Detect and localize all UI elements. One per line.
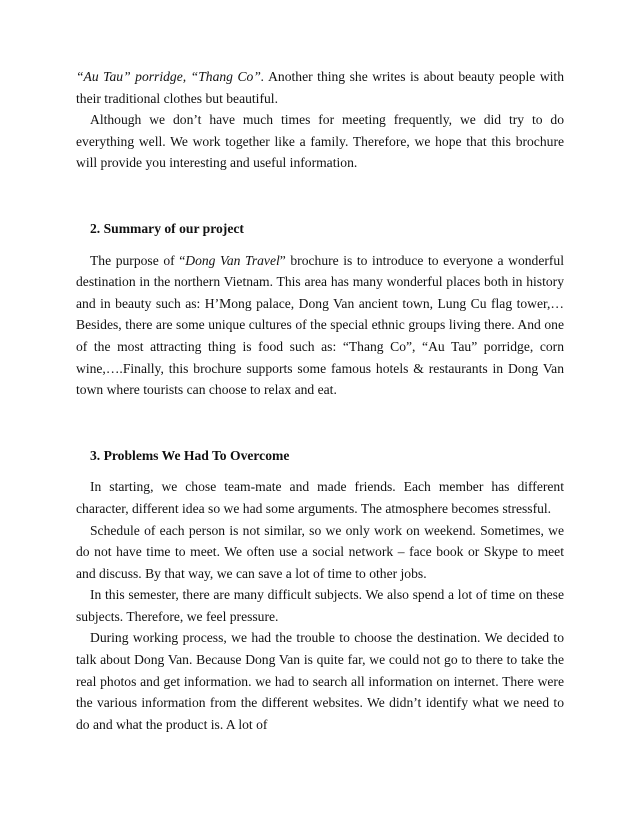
document-page xyxy=(76,66,564,735)
section-3-paragraph-1: In starting, we chose team-mate and made friends. Each member has different character, different idea so we had some arguments. The atmosphere becomes stressful. xyxy=(76,479,564,516)
section-spacer xyxy=(76,401,564,445)
brochure-title-italic: Dong Van Travel xyxy=(185,252,280,268)
intro-paragraph-1-text: Another thing she writes is about beauty people with their traditional clothes but beautiful. xyxy=(76,69,565,106)
heading-spacer xyxy=(76,466,564,476)
section-3-heading: 3. Problems We Had To Overcome xyxy=(90,447,290,463)
intro-italic-foods: “Au Tau” porridge, “Thang Co”. xyxy=(76,69,265,84)
section-spacer xyxy=(76,174,564,218)
section-2-text-b: ” brochure is to introduce to everyone a wonderful destination in the northern Vietnam. This area has many wonderful places both in history and in beauty such as: H’Mong palace, Dong Van ancient town, Lung Cu flag tower,…Besides, there are some unique cultures of the special ethnic groups living there. And one of the most attracting thing is food such as: “Thang Co”, “Au Tau” porridge, corn wine,….Finally, this brochure supports some famous hotels & restaurants in Dong Van town where tourists can choose to relax and eat. xyxy=(76,252,564,398)
section-3-paragraph-3: In this semester, there are many difficult subjects. We also spend a lot of time on these subjects. Therefore, we feel pressure. xyxy=(76,587,564,624)
section-3-paragraph-4: During working process, we had the trouble to choose the destination. We decided to talk about Dong Van. Because Dong Van is quite far, we could not go to there to take the real photos and get information. we had to search all information on internet. There were the various information from the different websites. We didn’t identify what we need to do and what the product is. A lot of xyxy=(76,630,564,732)
section-2-heading: 2. Summary of our project xyxy=(90,220,244,236)
section-2-paragraph xyxy=(76,250,564,401)
section-3-paragraph-2: Schedule of each person is not similar, so we only work on weekend. Sometimes, we do not have time to meet. We often use a social network – face book or Skype to meet and discuss. By that way, we can save a lot of time to other jobs. xyxy=(76,522,564,581)
heading-spacer xyxy=(76,240,564,250)
intro-paragraph-1 xyxy=(76,66,564,109)
intro-paragraph-2: Although we don’t have much times for meeting frequently, we did try to do everything well. We work together like a family. Therefore, we hope that this brochure will provide you interesting and useful information. xyxy=(76,112,564,171)
section-2-text-a: The purpose of “ xyxy=(90,252,186,268)
